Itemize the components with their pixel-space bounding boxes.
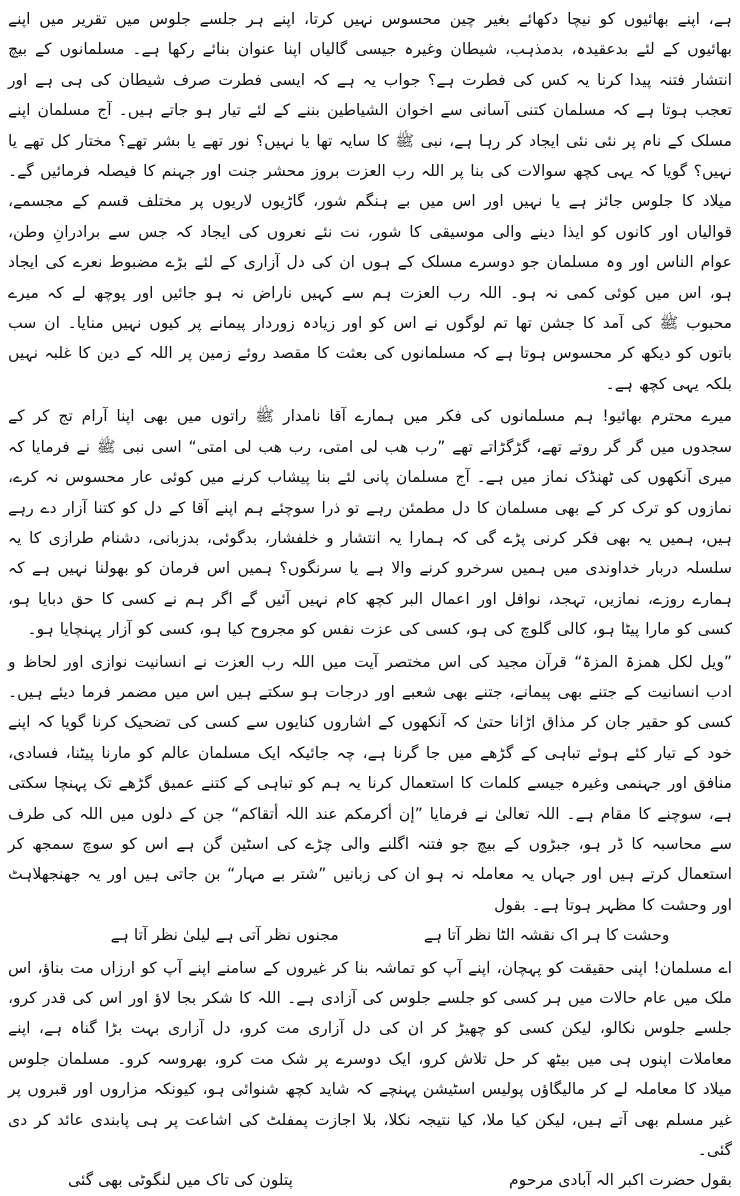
couplet xyxy=(8,920,732,950)
couplet-first-line: وحشت کا ہر اک نقشہ الٹا نظر آتا ہے xyxy=(423,926,670,945)
paragraph-3: ”ویل لکل ھمزۃ المزۃ“ قرآن مجید کی اس مختصر آیت میں اللہ رب العزت نے انسانیت نوازی اور لحاظ و ادب انسانیت کے جتنے بھی پیمانے، جتنے بھی شعبے اور درجات ہو سکتے ہیں اس میں مضمر فرما دیئے ہیں۔ کسی کو حقیر جان کر مذاق اڑانا حتیٰ کہ آنکھوں کے اشاروں کنایوں سے کسی کی تضحیک کرنا گویا کہ اپنے خود کے تیار کئے ہوئے تباہی کے گڑھے میں جا گرنا ہے، چہ جائیکہ ایک مسلمان عالم کو مارنا پیٹنا، فسادی، منافق اور جہنمی وغیرہ جیسے کلمات کا استعمال کرنا یہ ہم کو تباہی کے کتنے عمیق گڑھے تک پہنچا سکتی ہے، سوچنے کا مقام ہے۔ اللہ تعالیٰ نے فرمایا ”إن أکرمکم عند اللہ أتقاکم“ جن کے دلوں میں اللہ کی طرف سے محاسبہ کا ڈر ہو، جبڑوں کے بیچ جو فتنہ اگلنے والی چڑے کی اسٹین گن ہے اس کو سوچ سمجھ کر استعمال کرتے ہیں اور جہاں یہ معاملہ نہ ہو ان کی زبانیں ”شتر بے مہار“ بن جاتی ہیں اور یہ جھنجھلاہٹ اور وحشت کا مظہر ہوتا ہے۔ بقول xyxy=(8,652,732,914)
paragraph-4: اے مسلمان! اپنی حقیقت کو پہچان، اپنے آپ کو تماشہ بنا کر غیروں کے سامنے اپنے آپ کو ارزاں مت بناؤ، اس ملک میں عام حالات میں ہر کسی کو جلسے جلوس کی آزادی ہے۔ اللہ کا شکر بجا لاؤ اور اس کی قدر کرو، جلسے جلوس نکالو، لیکن کسی کو چھیڑ کر ان کی دل آزاری مت کرو، دل آزاری بہت بڑا گناہ ہے، اپنے معاملات اپنوں ہی میں بیٹھ کر حل تلاش کرو، ایک دوسرے پر شک مت کرو، بھروسہ کرو۔ مسلمان جلوس میلاد کا معاملہ لے کر مالیگاؤں پولیس اسٹیشن پہنچے کہ شاید کچھ شنوائی ہو، کیونکہ مزاروں اور قبروں پر غیر مسلم بھی آتے ہیں، لیکن کیا ملا، کیا نتیجہ نکلا، بلا اجازت پمفلٹ کی اشاعت پر ہی پابندی عائد کر دی گئی۔ xyxy=(8,958,732,1160)
couplet-second-line: مجنوں نظر آتی ہے لیلیٰ نظر آتا ہے xyxy=(110,926,339,945)
closing-line xyxy=(8,1165,732,1195)
document-page xyxy=(8,4,732,1190)
closing-attribution: بقول حضرت اکبر الہ آبادی مرحوم xyxy=(508,1171,732,1190)
paragraph-2: میرے محترم بھائیو! ہم مسلمانوں کی فکر میں ہمارے آقا نامدار ﷺ راتوں میں بھی اپنا آرام تج کر کے سجدوں میں گر گر روتے تھے، گڑگڑاتے تھے ”رب ھب لی امتی، رب ھب لی امتی“ اسی نبی ﷺ نے فرمایا کہ میری آنکھوں کی ٹھنڈک نماز میں ہے۔ آج مسلمان پانی لئے بنا پیشاب کرنے میں کوئی عار محسوس نہ کرے، نمازوں کو ترک کر کے بھی مسلمان کا دل مطمئن رہے تو ذرا سوچئے ہم اپنے آقا کے دل کو کتنا آزار دے رہے ہیں، ہمیں یہ بھی فکر کرنی پڑے گی کہ ہمارا یہ انتشار و خلفشار، بدگوئی، بدزبانی، دشنام طرازی کا یہ سلسلہ دربار خداوندی میں ہمیں سرخرو کرنے والا ہے یا سرنگوں؟ ہمیں اس فرمان کو بھولنا نہیں ہے کہ ہمارے روزے، نمازیں، تہجد، نوافل اور اعمال البر کچھ کام نہیں آئیں گے اگر ہم نے کسی کا حق دبایا ہو، کسی کو مارا پیٹا ہو، کالی گلوچ کی ہو، کسی کی عزت نفس کو مجروح کیا ہو، کسی کو آزار پہنچایا ہو۔ xyxy=(8,407,732,639)
closing-verse: پتلون کی تاک میں لنگوٹی بھی گئی xyxy=(68,1171,293,1190)
paragraph-1: ہے، اپنے بھائیوں کو نیچا دکھائے بغیر چین محسوس نہیں کرتا، اپنے ہر جلسے جلوس میں تقریر میں اپنے بھائیوں کے لئے بدعقیدہ، بدمذہب، شیطان وغیرہ جیسی گالیاں اپنا عنوان بنائے رکھا ہے۔ مسلمانوں کے بیچ انتشار فتنہ پیدا کرنا یہ کس کی فطرت ہے؟ جواب یہ ہے کہ ایسی فطرت صرف شیطان کی ہی ہے اور تعجب ہوتا ہے کہ مسلمان کتنی آسانی سے اخوان الشیاطین بننے کے لئے تیار ہو جاتے ہیں۔ آج مسلمان اپنے مسلک کے نام پر نئی نئی ایجاد کر رہا ہے، نبی ﷺ کا سایہ تھا یا نہیں؟ نور تھے یا بشر تھے؟ مختار کل تھے یا نہیں؟ گویا کہ یہی کچھ سوالات کی بنا پر اللہ رب العزت بروز محشر جنت اور جہنم کا فیصلہ فرمائیں گے۔ میلاد کا جلوس جائز ہے یا نہیں اور اس میں بے ہنگم شور، گاڑیوں لاریوں پر مختلف قسم کے مجسمے، قوالیاں اور کانوں کو ایذا دینے والی موسیقی کا شور، نت نئے نعروں کی ایجاد کہ جس سے برادرانِ وطن، عوام الناس اور وہ مسلمان جو دوسرے مسلک کے ہوں ان کی دل آزاری کے لئے بڑے مضبوط نعرے کی ایجاد ہو، اس میں کوئی کمی نہ ہو۔ اللہ رب العزت ہم سے کہیں ناراض نہ ہو جائیں اور پوچھ لے کہ میرے محبوب ﷺ کی آمد کا جشن تھا تم لوگوں نے اس کو اور زیادہ زوردار پیمانے پر کیوں نہیں منایا۔ ان سب باتوں کو دیکھ کر محسوس ہوتا ہے کہ مسلمانوں کی بعثت کا مقصد روئے زمین پر اللہ کے دین کا غلبہ نہیں بلکہ یہی کچھ ہے۔ xyxy=(8,10,732,393)
